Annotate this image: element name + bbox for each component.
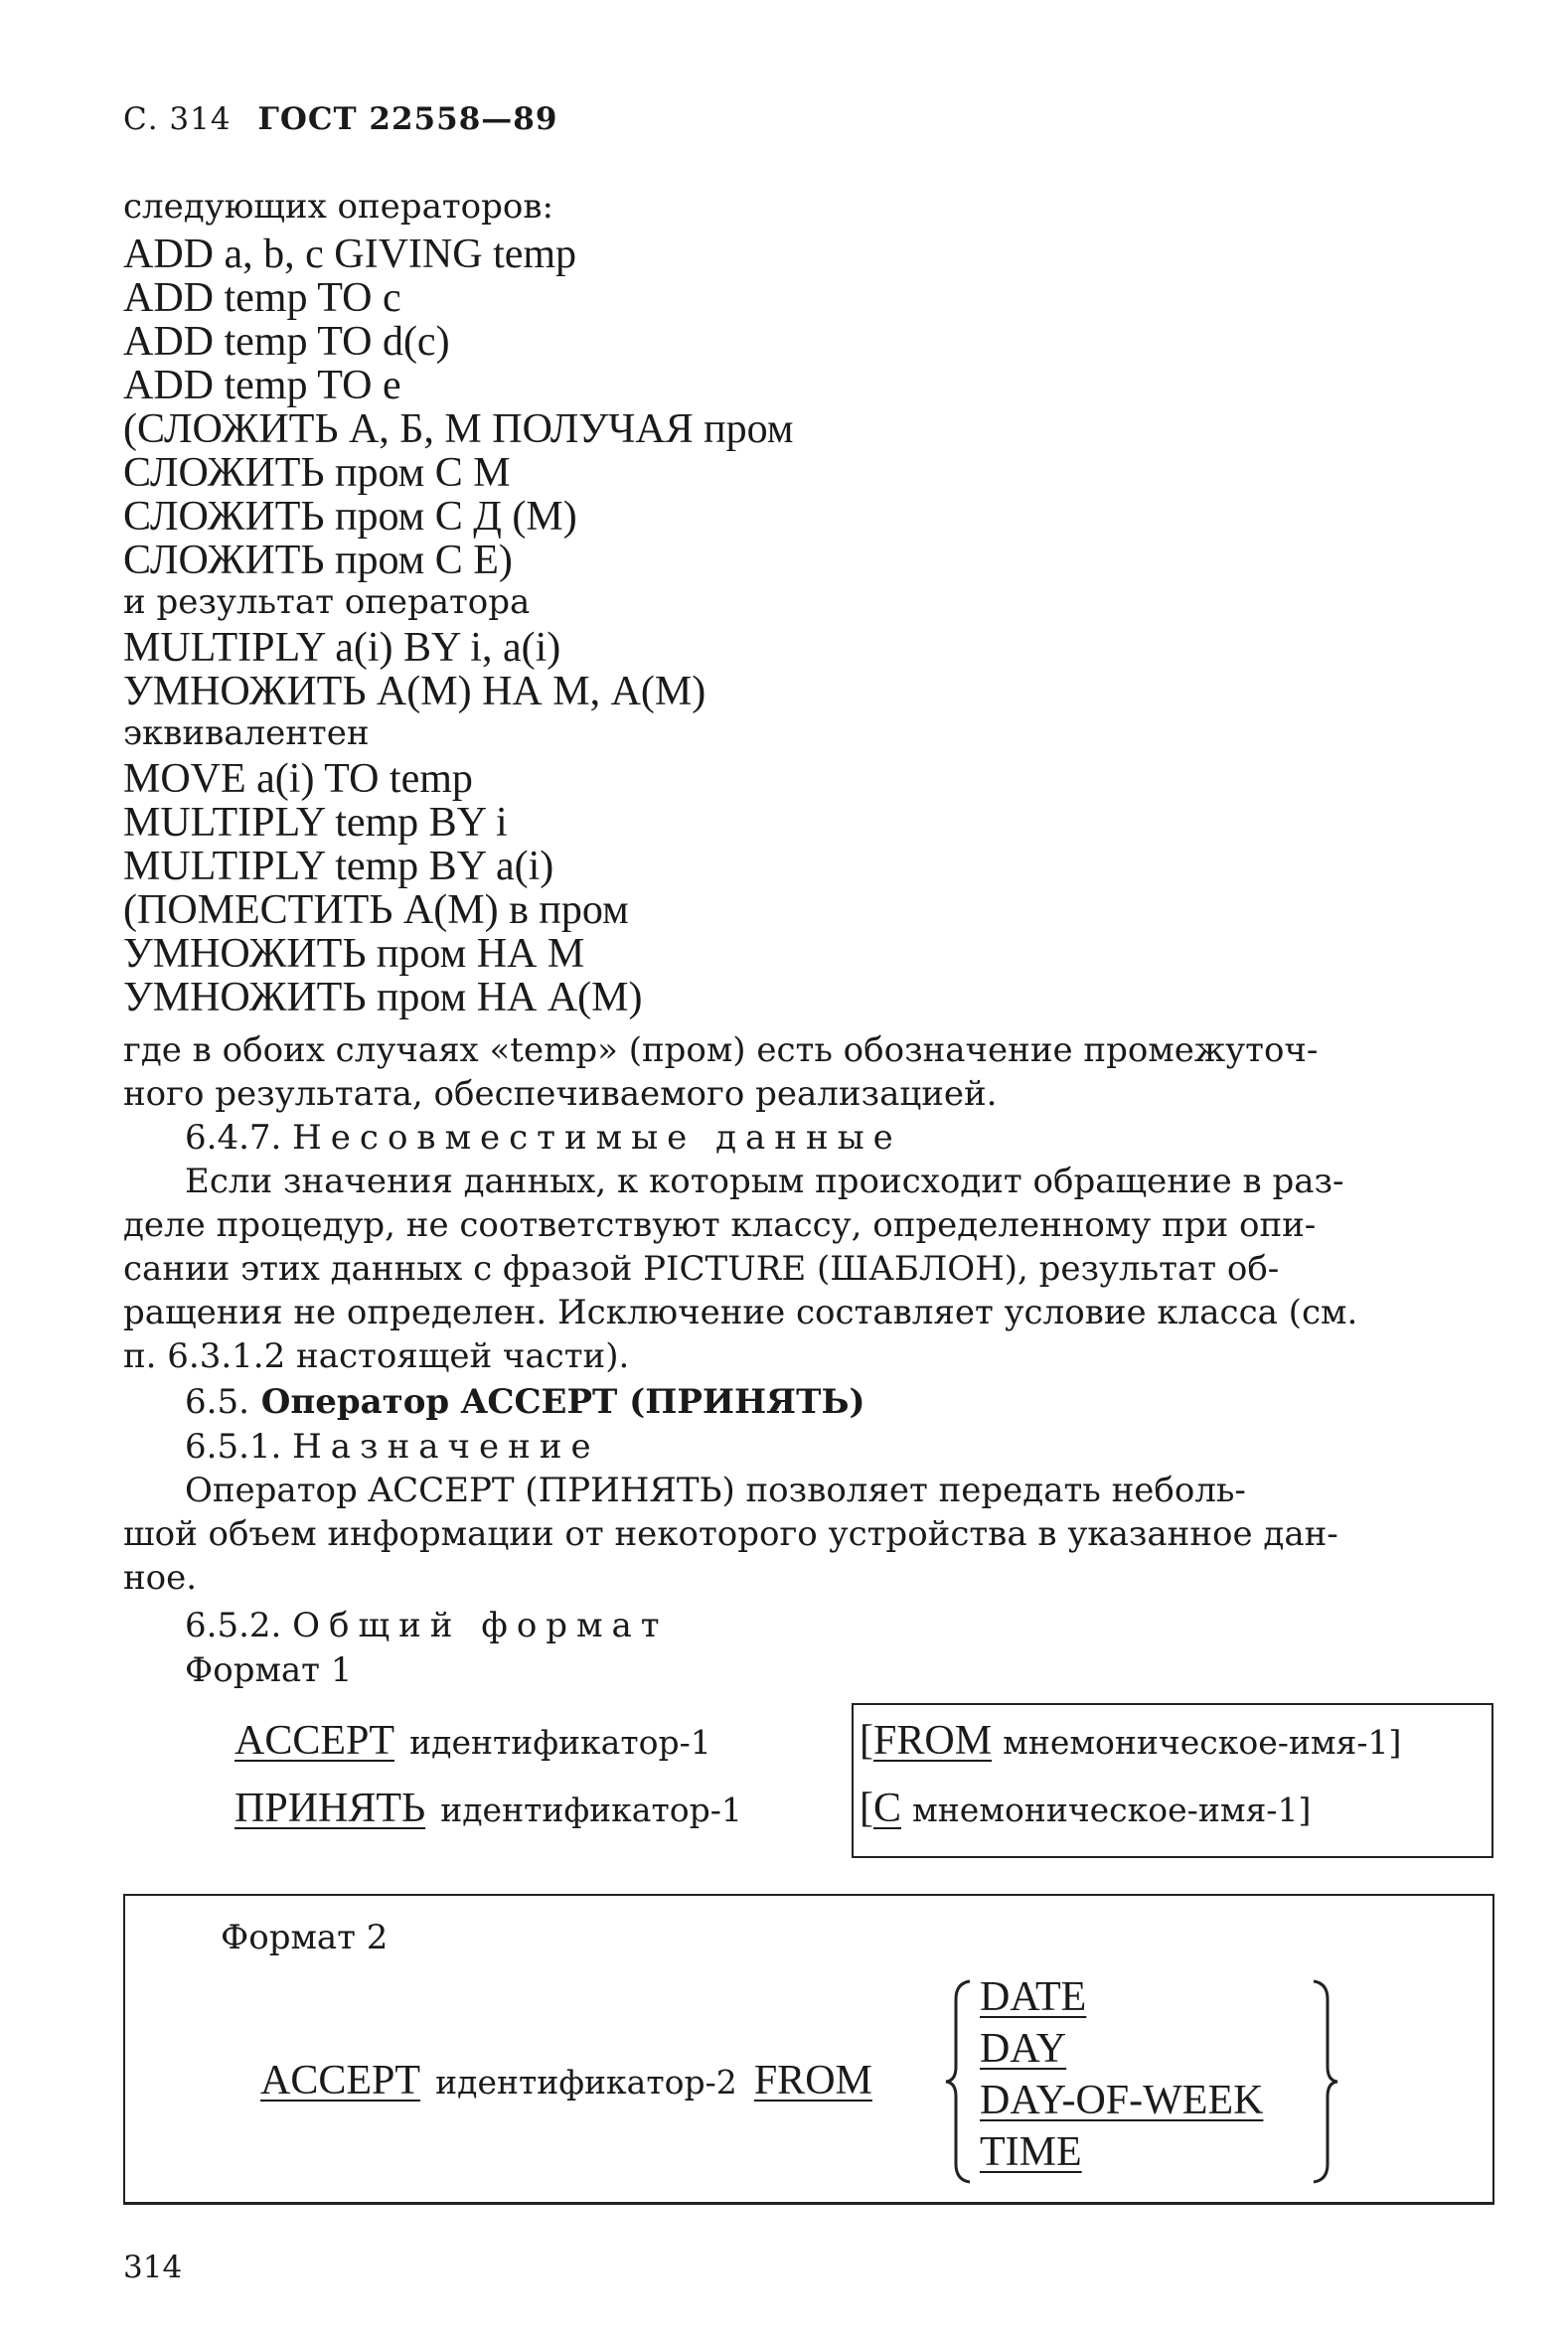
- code-listing: [123, 187, 793, 1019]
- page-number: 314: [123, 2250, 183, 2285]
- code-line: СЛОЖИТЬ пром С Е): [123, 538, 513, 583]
- text-line: ное.: [123, 1558, 198, 1598]
- format1-row2-left: [235, 1785, 742, 1832]
- code-line: УМНОЖИТЬ пром НА А(М): [123, 975, 643, 1020]
- text-line: где в обоих случаях «temp» (пром) есть обозначение промежуточ-: [123, 1030, 1319, 1070]
- option-day-of-week: DAY-OF-WEEK: [980, 2078, 1264, 2123]
- code-line: следующих операторов:: [123, 187, 553, 227]
- text-line: шой объем информации от некоторого устройства в указанное дан-: [123, 1514, 1338, 1554]
- page-header: [123, 101, 557, 137]
- text-line: ращения не определен. Исключение составляет условие класса (см.: [123, 1293, 1358, 1332]
- mnemonic-name-1: мнемоническое-имя-1]: [1003, 1723, 1402, 1762]
- keyword-from: FROM: [873, 1718, 993, 1764]
- keyword-prinyat: ПРИНЯТЬ: [235, 1786, 426, 1831]
- header-prefix: С. 314: [123, 101, 232, 137]
- text-line: п. 6.3.1.2 настоящей части).: [123, 1336, 630, 1376]
- bracket-open: [: [860, 1786, 873, 1831]
- identifier-2: идентификатор-2: [435, 2063, 737, 2102]
- format2-top-border: [123, 1894, 1494, 1896]
- format2-label: Формат 2: [221, 1918, 389, 1957]
- paragraph-temp-note: [123, 1028, 1318, 1116]
- keyword-accept: ACCEPT: [260, 2058, 421, 2103]
- format2-options: [980, 1973, 1263, 2180]
- section-title: Назначение: [292, 1427, 600, 1467]
- format2-bottom-border: [123, 2202, 1494, 2205]
- code-line: и результат оператора: [123, 582, 531, 622]
- mnemonic-name-1: мнемоническое-имя-1]: [912, 1791, 1312, 1829]
- section-title: Несовместимые данные: [292, 1118, 902, 1158]
- left-brace-icon: [944, 1977, 974, 2186]
- bracket-open: [: [860, 1718, 873, 1764]
- section-title: Общий формат: [292, 1606, 669, 1645]
- code-line: ADD temp TO d(c): [123, 319, 450, 365]
- keyword-from: FROM: [753, 2058, 872, 2103]
- code-line: MULTIPLY a(i) BY i, a(i): [123, 625, 561, 671]
- text-line: Оператор ACCEPT (ПРИНЯТЬ) позволяет передать неболь-: [185, 1471, 1246, 1510]
- paragraph-incompatible-data: [123, 1160, 1357, 1378]
- code-line: ADD temp TO c: [123, 275, 401, 321]
- code-line: СЛОЖИТЬ пром С М: [123, 450, 511, 496]
- section-number: 6.5.2.: [185, 1606, 282, 1645]
- code-line: MOVE a(i) TO temp: [123, 756, 473, 802]
- format1-row1-left: [235, 1717, 711, 1765]
- code-line: (СЛОЖИТЬ А, Б, М ПОЛУЧАЯ пром: [123, 406, 794, 452]
- text-line: Если значения данных, к которым происходит обращение в раз-: [185, 1162, 1344, 1201]
- section-number: 6.5.1.: [185, 1427, 282, 1467]
- section-number: 6.5.: [185, 1382, 249, 1422]
- code-line: ADD temp TO e: [123, 363, 401, 408]
- format1-label: Формат 1: [185, 1650, 353, 1690]
- option-date: DATE: [980, 1974, 1087, 2020]
- code-line: УМНОЖИТЬ пром НА М: [123, 931, 585, 977]
- section-title: Оператор ACCEPT (ПРИНЯТЬ): [260, 1382, 865, 1422]
- format2-right-border: [1492, 1894, 1494, 2204]
- right-brace-icon: [1310, 1977, 1339, 2186]
- text-line: ного результата, обеспечиваемого реализацией.: [123, 1074, 998, 1114]
- code-line: (ПОМЕСТИТЬ А(М) в пром: [123, 887, 629, 933]
- option-time: TIME: [980, 2129, 1082, 2175]
- section-6-5-heading: [185, 1380, 865, 1424]
- format1-bottom-border: [852, 1856, 1493, 1858]
- header-standard: ГОСТ 22558—89: [257, 101, 558, 137]
- code-line: эквивалентен: [123, 713, 370, 753]
- section-6-5-1-heading: [185, 1425, 600, 1469]
- section-6-5-2-heading: [185, 1604, 669, 1647]
- keyword-accept: ACCEPT: [235, 1718, 395, 1764]
- paragraph-accept-purpose: [123, 1469, 1338, 1600]
- text-line: сании этих данных с фразой PICTURE (ШАБЛОН), результат об-: [123, 1249, 1280, 1289]
- code-line: ADD a, b, c GIVING temp: [123, 232, 577, 277]
- format1-top-border: [852, 1703, 1493, 1705]
- format1-row2-right: [860, 1785, 1311, 1832]
- section-6-4-7-heading: [185, 1116, 902, 1160]
- code-line: СЛОЖИТЬ пром С Д (М): [123, 494, 577, 540]
- code-line: УМНОЖИТЬ А(М) НА М, А(М): [123, 669, 706, 714]
- code-line: MULTIPLY temp BY a(i): [123, 844, 554, 889]
- format1-divider-left: [852, 1703, 854, 1858]
- code-line: MULTIPLY temp BY i: [123, 800, 508, 846]
- format1-row1-right: [860, 1717, 1401, 1765]
- identifier-1: идентификатор-1: [440, 1791, 742, 1829]
- keyword-s: С: [873, 1786, 902, 1831]
- format2-statement: [260, 2057, 872, 2104]
- format2-left-border: [123, 1894, 125, 2204]
- format1-right-border: [1491, 1703, 1493, 1858]
- text-line: деле процедур, не соответствуют классу, определенному при опи-: [123, 1205, 1317, 1245]
- identifier-1: идентификатор-1: [409, 1723, 711, 1762]
- option-day: DAY: [980, 2026, 1067, 2072]
- section-number: 6.4.7.: [185, 1118, 282, 1158]
